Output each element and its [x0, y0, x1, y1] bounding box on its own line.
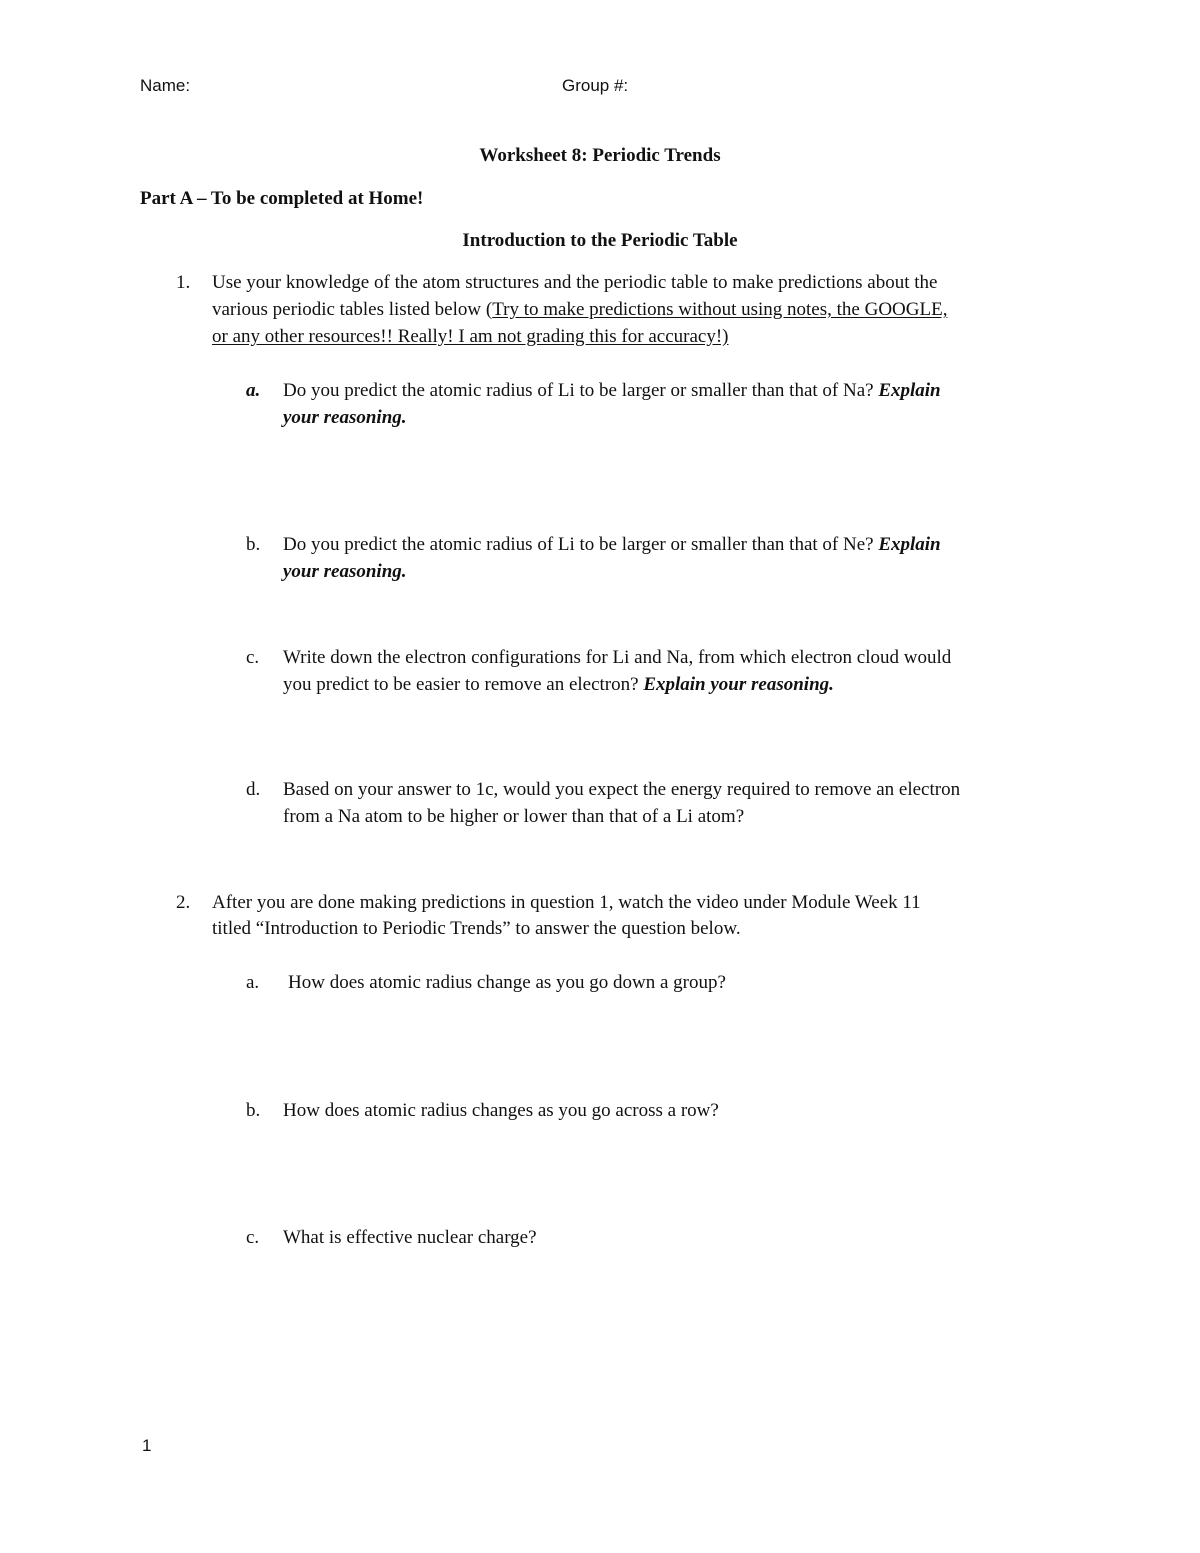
question-text-line — [212, 324, 728, 350]
question-text-line: Use your knowledge of the atom structures and the periodic table to make predictions about the — [212, 272, 938, 293]
subquestion-text: you predict to be easier to remove an electron? — [283, 674, 644, 695]
underlined-instruction: Try to make predictions without using notes, the GOOGLE, — [492, 299, 948, 320]
subquestion-text-line — [283, 532, 941, 558]
underlined-instruction: or any other resources!! Really! I am not grading this for accuracy!) — [212, 326, 729, 347]
subquestion-text: What is effective nuclear charge? — [283, 1227, 537, 1248]
subquestion-letter: a. — [246, 380, 261, 401]
group-label: Group #: — [562, 76, 629, 95]
emphasis-text: Explain your reasoning. — [643, 674, 834, 695]
part-a-heading: Part A – To be completed at Home! — [140, 188, 424, 209]
subquestion-text-line: from a Na atom to be higher or lower than that of a Li atom? — [283, 806, 745, 827]
subquestion-text-line: Write down the electron configurations for Li and Na, from which electron cloud would — [283, 647, 952, 668]
name-label: Name: — [140, 76, 191, 95]
question-text-line — [212, 297, 947, 323]
question-text-line: titled “Introduction to Periodic Trends” to answer the question below. — [212, 918, 741, 939]
subquestion-text-line — [283, 378, 941, 404]
emphasis-text: your reasoning. — [283, 407, 407, 428]
subquestion-letter: b. — [246, 1100, 261, 1121]
subquestion-text: How does atomic radius change as you go down a group? — [288, 972, 726, 993]
question-number: 1. — [176, 272, 191, 293]
subquestion-letter: c. — [246, 1227, 260, 1248]
question-text-line: After you are done making predictions in question 1, watch the video under Module Week 11 — [212, 892, 921, 913]
emphasis-text: Explain — [878, 380, 941, 401]
subquestion-letter: a. — [246, 972, 260, 993]
subquestion-text: Do you predict the atomic radius of Li to be larger or smaller than that of Na? — [283, 380, 879, 401]
emphasis-text: your reasoning. — [283, 561, 407, 582]
worksheet-title: Worksheet 8: Periodic Trends — [479, 145, 721, 166]
emphasis-text: Explain — [878, 534, 941, 555]
subquestion-text: Do you predict the atomic radius of Li to be larger or smaller than that of Ne? — [283, 534, 879, 555]
subquestion-text-line: Based on your answer to 1c, would you expect the energy required to remove an electron — [283, 779, 961, 800]
question-text: various periodic tables listed below ( — [212, 299, 493, 320]
subquestion-text: How does atomic radius changes as you go across a row? — [283, 1100, 719, 1121]
subquestion-text-line — [283, 672, 834, 698]
subquestion-letter: d. — [246, 779, 261, 800]
subquestion-letter: c. — [246, 647, 260, 668]
question-number: 2. — [176, 892, 191, 913]
page-number: 1 — [142, 1436, 152, 1455]
section-heading: Introduction to the Periodic Table — [462, 230, 738, 251]
subquestion-letter: b. — [246, 534, 261, 555]
